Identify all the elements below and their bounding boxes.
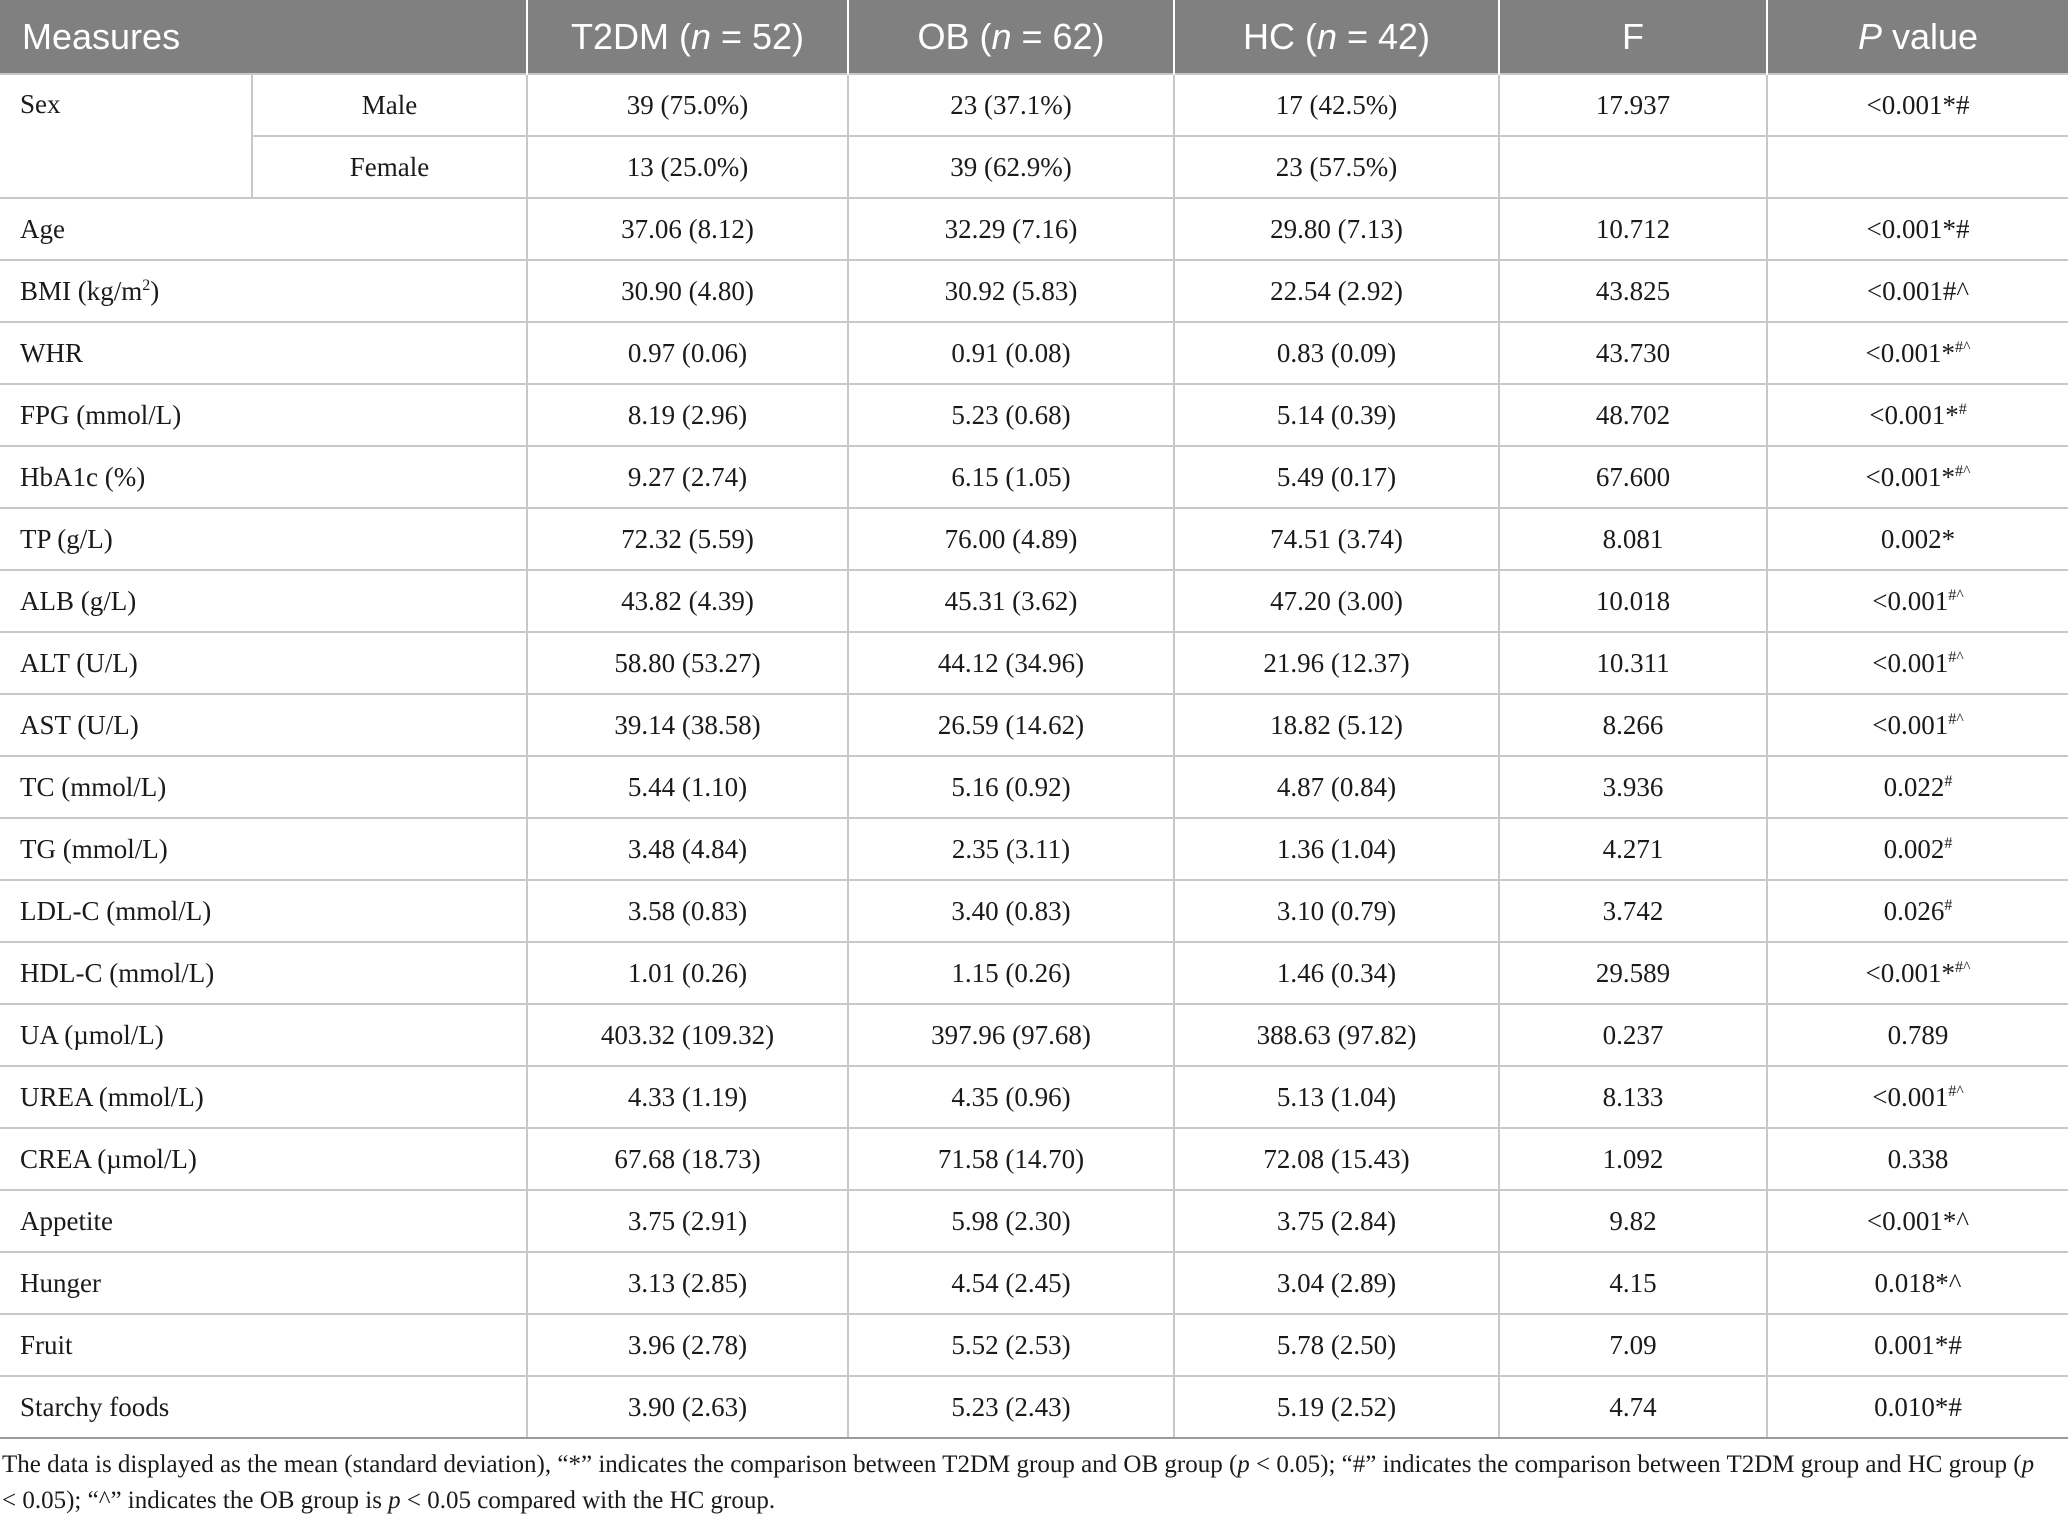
cell-f: 10.018 (1499, 570, 1767, 632)
row-label-text: FPG (mmol/L) (20, 399, 182, 430)
row-label (0, 1066, 527, 1128)
row-label (0, 1376, 527, 1438)
cell-f: 8.081 (1499, 508, 1767, 570)
cell-hc: 5.19 (2.52) (1174, 1376, 1499, 1438)
row-label-text: Starchy foods (20, 1391, 170, 1422)
cell-p (1767, 1066, 2068, 1128)
cell-p-text: <0.001*# (1866, 213, 1970, 244)
cell-f: 43.730 (1499, 322, 1767, 384)
row-label-text: WHR (20, 337, 83, 368)
cell-p (1767, 1004, 2068, 1066)
cell-p (1767, 1314, 2068, 1376)
table-row (0, 446, 2068, 508)
cell-hc: 21.96 (12.37) (1174, 632, 1499, 694)
cell-p-text: <0.001#^ (1866, 275, 1970, 306)
row-label (0, 756, 527, 818)
cell-p-superscript: #^ (1954, 462, 1971, 480)
header-t2dm (527, 0, 848, 74)
header-t2dm-n: n (690, 15, 711, 57)
row-label (0, 818, 527, 880)
row-label (0, 1004, 527, 1066)
cell-f (1499, 136, 1767, 198)
cell-ob: 4.54 (2.45) (848, 1252, 1174, 1314)
row-label-sex: Sex (0, 74, 252, 198)
cell-hc: 3.10 (0.79) (1174, 880, 1499, 942)
cell-t2dm: 1.01 (0.26) (527, 942, 848, 1004)
cell-p-superscript: # (1958, 400, 1967, 418)
cell-hc: 18.82 (5.12) (1174, 694, 1499, 756)
cell-p (1767, 322, 2068, 384)
cell-p-superscript: #^ (1954, 958, 1971, 976)
cell-hc: 72.08 (15.43) (1174, 1128, 1499, 1190)
header-ob-n: n (991, 15, 1012, 57)
row-label-text: AST (U/L) (20, 709, 139, 740)
cell-p-text: 0.018*^ (1874, 1267, 1962, 1298)
footnote-p-var-3: p (388, 1487, 401, 1514)
cell-hc: 1.46 (0.34) (1174, 942, 1499, 1004)
row-label-text: ALB (g/L) (20, 585, 137, 616)
cell-f: 9.82 (1499, 1190, 1767, 1252)
table-row (0, 632, 2068, 694)
cell-f: 0.237 (1499, 1004, 1767, 1066)
cell-p-text: 0.001*# (1874, 1329, 1962, 1360)
header-ob-post: = 62) (1011, 15, 1105, 57)
footnote-part-4: < 0.05 compared with the HC group. (400, 1487, 776, 1514)
cell-hc: 5.13 (1.04) (1174, 1066, 1499, 1128)
header-hc-pre: HC ( (1242, 15, 1317, 57)
cell-p-superscript: #^ (1948, 1082, 1964, 1100)
cell-p-text: 0.026 (1883, 895, 1945, 926)
row-label-text: HbA1c (%) (20, 461, 146, 492)
cell-p (1767, 198, 2068, 260)
row-sublabel-male: Male (252, 74, 527, 136)
cell-p (1767, 942, 2068, 1004)
cell-hc: 3.04 (2.89) (1174, 1252, 1499, 1314)
table-row (0, 880, 2068, 942)
header-ob-pre: OB ( (917, 15, 992, 57)
row-label (0, 694, 527, 756)
cell-p (1767, 1376, 2068, 1438)
row-label (0, 1314, 527, 1376)
cell-ob: 5.23 (2.43) (848, 1376, 1174, 1438)
cell-hc: 17 (42.5%) (1174, 74, 1499, 136)
table-header (0, 0, 2068, 74)
header-hc-post: = 42) (1336, 15, 1431, 57)
row-label-superscript: 2 (142, 276, 151, 294)
row-label (0, 384, 527, 446)
row-label (0, 632, 527, 694)
cell-p-superscript: #^ (1948, 586, 1964, 604)
row-label (0, 260, 527, 322)
table-row (0, 1066, 2068, 1128)
cell-t2dm: 3.48 (4.84) (527, 818, 848, 880)
table-row (0, 136, 2068, 198)
cell-ob: 5.52 (2.53) (848, 1314, 1174, 1376)
cell-p-text: <0.001* (1869, 399, 1959, 430)
cell-ob: 44.12 (34.96) (848, 632, 1174, 694)
cell-ob: 3.40 (0.83) (848, 880, 1174, 942)
cell-p-text: 0.002* (1880, 523, 1956, 554)
cell-f: 17.937 (1499, 74, 1767, 136)
cell-t2dm: 403.32 (109.32) (527, 1004, 848, 1066)
header-p-italic: P (1857, 15, 1882, 57)
cell-p-text: <0.001 (1872, 585, 1949, 616)
row-label (0, 322, 527, 384)
row-label-text: TP (g/L) (20, 523, 113, 554)
row-label (0, 942, 527, 1004)
cell-hc: 74.51 (3.74) (1174, 508, 1499, 570)
cell-f: 4.74 (1499, 1376, 1767, 1438)
row-label (0, 1252, 527, 1314)
cell-p (1767, 756, 2068, 818)
cell-t2dm: 8.19 (2.96) (527, 384, 848, 446)
cell-t2dm: 39.14 (38.58) (527, 694, 848, 756)
row-label-text: BMI (kg/m (20, 275, 143, 306)
row-label (0, 508, 527, 570)
cell-hc: 29.80 (7.13) (1174, 198, 1499, 260)
cell-t2dm: 3.13 (2.85) (527, 1252, 848, 1314)
header-measures: Measures (0, 0, 527, 74)
row-label-text: Hunger (20, 1267, 101, 1298)
row-label (0, 570, 527, 632)
row-label (0, 880, 527, 942)
table-row (0, 1128, 2068, 1190)
cell-p-text: <0.001 (1872, 1081, 1949, 1112)
cell-t2dm: 3.58 (0.83) (527, 880, 848, 942)
cell-hc: 22.54 (2.92) (1174, 260, 1499, 322)
cell-p-text: 0.789 (1887, 1019, 1949, 1050)
cell-t2dm: 72.32 (5.59) (527, 508, 848, 570)
cell-t2dm: 3.75 (2.91) (527, 1190, 848, 1252)
cell-p-superscript: #^ (1948, 648, 1964, 666)
row-label-text: UREA (mmol/L) (20, 1081, 204, 1112)
table-row (0, 570, 2068, 632)
cell-p-text: 0.010*# (1874, 1391, 1962, 1422)
cell-ob: 39 (62.9%) (848, 136, 1174, 198)
cell-f: 8.133 (1499, 1066, 1767, 1128)
header-hc-n: n (1316, 15, 1337, 57)
cell-t2dm: 9.27 (2.74) (527, 446, 848, 508)
cell-f: 29.589 (1499, 942, 1767, 1004)
header-p-value (1767, 0, 2068, 74)
row-label (0, 446, 527, 508)
cell-p-text: <0.001* (1865, 957, 1955, 988)
row-label-text: Appetite (20, 1205, 113, 1236)
table-row (0, 1004, 2068, 1066)
header-f: F (1499, 0, 1767, 74)
cell-t2dm: 30.90 (4.80) (527, 260, 848, 322)
header-ob (848, 0, 1174, 74)
cell-p (1767, 1252, 2068, 1314)
cell-f: 3.936 (1499, 756, 1767, 818)
cell-t2dm: 3.90 (2.63) (527, 1376, 848, 1438)
cell-f: 10.311 (1499, 632, 1767, 694)
cell-hc: 3.75 (2.84) (1174, 1190, 1499, 1252)
table-footnote (0, 1439, 2048, 1519)
cell-ob: 26.59 (14.62) (848, 694, 1174, 756)
cell-p-superscript: # (1944, 896, 1953, 914)
cell-p (1767, 818, 2068, 880)
cell-t2dm: 39 (75.0%) (527, 74, 848, 136)
cell-f: 67.600 (1499, 446, 1767, 508)
table-row (0, 818, 2068, 880)
cell-p-superscript: # (1944, 772, 1953, 790)
cell-ob: 5.98 (2.30) (848, 1190, 1174, 1252)
cell-p-text: <0.001 (1872, 709, 1949, 740)
cell-ob: 30.92 (5.83) (848, 260, 1174, 322)
cell-t2dm: 43.82 (4.39) (527, 570, 848, 632)
cell-hc: 388.63 (97.82) (1174, 1004, 1499, 1066)
cell-ob: 397.96 (97.68) (848, 1004, 1174, 1066)
cell-ob: 4.35 (0.96) (848, 1066, 1174, 1128)
header-p-rest: value (1881, 15, 1979, 57)
cell-ob: 45.31 (3.62) (848, 570, 1174, 632)
cell-p (1767, 632, 2068, 694)
cell-f: 48.702 (1499, 384, 1767, 446)
cell-f: 8.266 (1499, 694, 1767, 756)
cell-p: <0.001*# (1767, 74, 2068, 136)
cell-ob: 6.15 (1.05) (848, 446, 1174, 508)
cell-p (1767, 694, 2068, 756)
cell-p (1767, 260, 2068, 322)
cell-p (1767, 508, 2068, 570)
row-label-text: CREA (µmol/L) (20, 1143, 197, 1174)
cell-p-text: <0.001* (1865, 461, 1955, 492)
footnote-p-var-1: p (1237, 1451, 1250, 1478)
table-row (0, 260, 2068, 322)
cell-p-text: 0.002 (1883, 833, 1945, 864)
cell-f: 1.092 (1499, 1128, 1767, 1190)
footnote-part-3: < 0.05); “^” indicates the OB group is (2, 1487, 389, 1514)
cell-f: 4.15 (1499, 1252, 1767, 1314)
table-row (0, 1252, 2068, 1314)
row-label-suffix: ) (150, 275, 160, 306)
table-row (0, 942, 2068, 1004)
cell-hc: 1.36 (1.04) (1174, 818, 1499, 880)
row-label-text: Age (20, 213, 65, 244)
table-row (0, 508, 2068, 570)
cell-ob: 23 (37.1%) (848, 74, 1174, 136)
table-row (0, 198, 2068, 260)
table-row (0, 694, 2068, 756)
footnote-part-1: The data is displayed as the mean (standard deviation), “*” indicates the comparison between T2DM group and OB group ( (2, 1451, 1238, 1478)
cell-ob: 1.15 (0.26) (848, 942, 1174, 1004)
cell-p (1767, 446, 2068, 508)
header-row (0, 0, 2068, 74)
cell-hc: 47.20 (3.00) (1174, 570, 1499, 632)
footnote-part-2: < 0.05); “#” indicates the comparison between T2DM group and HC group ( (1249, 1451, 2022, 1478)
cell-f: 3.742 (1499, 880, 1767, 942)
cell-p-text: <0.001 (1872, 647, 1949, 678)
cell-t2dm: 58.80 (53.27) (527, 632, 848, 694)
cell-t2dm: 4.33 (1.19) (527, 1066, 848, 1128)
cell-p-superscript: # (1944, 834, 1953, 852)
cell-p (1767, 570, 2068, 632)
cell-t2dm: 5.44 (1.10) (527, 756, 848, 818)
cell-f: 10.712 (1499, 198, 1767, 260)
cell-p (1767, 1190, 2068, 1252)
cell-f: 4.271 (1499, 818, 1767, 880)
cell-f: 43.825 (1499, 260, 1767, 322)
cell-p (1767, 384, 2068, 446)
cell-p (1767, 880, 2068, 942)
cell-p-superscript: #^ (1948, 710, 1964, 728)
row-label (0, 1190, 527, 1252)
cell-ob: 32.29 (7.16) (848, 198, 1174, 260)
cell-p-text: 0.338 (1887, 1143, 1949, 1174)
table-row (0, 384, 2068, 446)
cell-hc: 5.14 (0.39) (1174, 384, 1499, 446)
row-label-text: TG (mmol/L) (20, 833, 168, 864)
cell-p-text: 0.022 (1883, 771, 1945, 802)
table-row (0, 74, 2068, 136)
table-body (0, 74, 2068, 1438)
row-label-text: Fruit (20, 1329, 73, 1360)
row-label-text: TC (mmol/L) (20, 771, 167, 802)
header-t2dm-post: = 52) (710, 15, 805, 57)
cell-t2dm: 67.68 (18.73) (527, 1128, 848, 1190)
cell-ob: 76.00 (4.89) (848, 508, 1174, 570)
row-label (0, 1128, 527, 1190)
cell-hc: 5.49 (0.17) (1174, 446, 1499, 508)
cell-ob: 5.23 (0.68) (848, 384, 1174, 446)
cell-p-text: <0.001* (1865, 337, 1955, 368)
cell-ob: 71.58 (14.70) (848, 1128, 1174, 1190)
row-label-text: ALT (U/L) (20, 647, 138, 678)
cell-hc: 4.87 (0.84) (1174, 756, 1499, 818)
cell-f: 7.09 (1499, 1314, 1767, 1376)
cell-t2dm: 0.97 (0.06) (527, 322, 848, 384)
table-row (0, 322, 2068, 384)
cell-t2dm: 3.96 (2.78) (527, 1314, 848, 1376)
table-row (0, 1190, 2068, 1252)
cell-p (1767, 136, 2068, 198)
row-label-text: LDL-C (mmol/L) (20, 895, 212, 926)
cell-ob: 5.16 (0.92) (848, 756, 1174, 818)
row-sublabel-female: Female (252, 136, 527, 198)
row-label (0, 198, 527, 260)
cell-hc: 5.78 (2.50) (1174, 1314, 1499, 1376)
cell-ob: 0.91 (0.08) (848, 322, 1174, 384)
cell-hc: 23 (57.5%) (1174, 136, 1499, 198)
cell-hc: 0.83 (0.09) (1174, 322, 1499, 384)
footnote-p-var-2: p (2021, 1451, 2035, 1478)
header-t2dm-pre: T2DM ( (570, 15, 691, 57)
cell-t2dm: 37.06 (8.12) (527, 198, 848, 260)
cell-p-text: <0.001*^ (1866, 1205, 1970, 1236)
header-hc (1174, 0, 1499, 74)
cell-t2dm: 13 (25.0%) (527, 136, 848, 198)
table-row (0, 1376, 2068, 1438)
cell-p (1767, 1128, 2068, 1190)
cell-ob: 2.35 (3.11) (848, 818, 1174, 880)
row-label-text: UA (µmol/L) (20, 1019, 164, 1050)
table-row (0, 756, 2068, 818)
cell-p-superscript: #^ (1954, 338, 1971, 356)
row-label-text: HDL-C (mmol/L) (20, 957, 215, 988)
table-row (0, 1314, 2068, 1376)
